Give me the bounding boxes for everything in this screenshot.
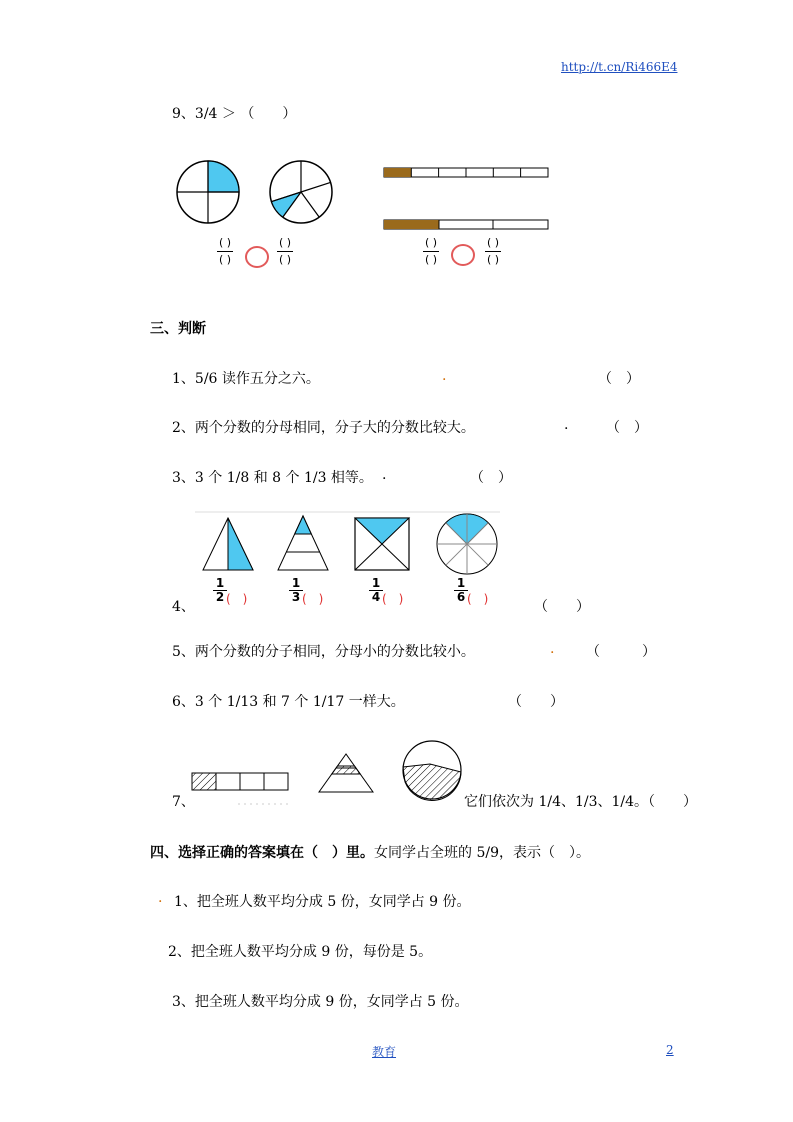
judge-answer-4[interactable]: （ ） [534, 599, 590, 615]
q4-fraction-3: 1 4 [369, 577, 383, 604]
mark-dot: . [382, 467, 387, 483]
mark-dot: . [550, 641, 555, 657]
red-blank[interactable]: ( ) [302, 592, 324, 606]
q4-fraction-4: 1 6 [454, 577, 468, 604]
choice-option-3[interactable]: 3、把全班人数平均分成 9 份，女同学占 5 份。 [172, 994, 469, 1010]
judge-item-3: 3、3 个 1/8 和 8 个 1/3 相等。 [172, 470, 373, 486]
section4-title: 四、选择正确的答案填在（ ）里。 [150, 845, 374, 861]
judge-answer-5[interactable]: （ ） [586, 644, 656, 660]
square-quarters-figure [355, 518, 409, 570]
red-blank[interactable]: ( ) [467, 592, 489, 606]
blank-fraction[interactable]: ( ) ( ) [424, 236, 438, 266]
circle-fifths-figure [270, 161, 332, 223]
section3-title: 三、判断 [150, 321, 206, 337]
blank-fraction[interactable]: ( ) ( ) [278, 236, 292, 266]
judge-item-7: 7、 [172, 794, 195, 810]
triangle-band-figure [319, 754, 373, 792]
section4-prompt: 女同学占全班的 5/9，表示（ ）。 [374, 845, 590, 861]
compare-circle[interactable] [451, 244, 475, 266]
compare-circle[interactable] [245, 246, 269, 268]
q4-figures [195, 510, 505, 576]
judge-answer-3[interactable]: （ ） [470, 470, 512, 486]
circle-sector-figure [403, 741, 461, 800]
mark-dot: . [158, 890, 163, 906]
header-url[interactable]: http://t.cn/Ri466E4 [561, 60, 678, 74]
circle-eighths-figure [437, 514, 497, 574]
bar-sixths-figure [384, 168, 548, 177]
judge-answer-1[interactable]: （ ） [598, 371, 640, 387]
page-number: 2 [666, 1043, 674, 1057]
blank-fraction[interactable]: ( ) ( ) [218, 236, 232, 266]
judge-item-6: 6、3 个 1/13 和 7 个 1/17 一样大。 [172, 694, 405, 710]
triangle-thirds-figure [278, 516, 328, 570]
section4-heading [150, 842, 590, 862]
q7-figures [188, 738, 468, 808]
mark-dot: . [442, 368, 447, 384]
bar-thirds-figure [384, 220, 548, 229]
choice-option-2[interactable]: 2、把全班人数平均分成 9 份，每份是 5。 [168, 944, 433, 960]
q4-fraction-2: 1 3 [289, 577, 303, 604]
mark-dot: . [564, 417, 569, 433]
q4-fraction-1: 1 2 [213, 577, 227, 604]
judge-answer-2[interactable]: （ ） [606, 420, 648, 436]
choice-option-1[interactable]: 1、把全班人数平均分成 5 份，女同学占 9 份。 [174, 894, 471, 910]
judge-answer-6[interactable]: （ ） [508, 694, 564, 710]
q9-text: 9、3/4 ＞ （ ） [172, 106, 297, 122]
blank-fraction[interactable]: ( ) ( ) [486, 236, 500, 266]
judge-item-2: 2、两个分数的分母相同，分子大的分数比较大。 [172, 420, 475, 436]
footer-label[interactable]: 教育 [372, 1045, 397, 1059]
judge-item-4: 4、 [172, 599, 195, 615]
triangle-half-figure [203, 518, 253, 570]
judge-item-1: 1、5/6 读作五分之六。 [172, 371, 320, 387]
red-blank[interactable]: ( ) [226, 592, 248, 606]
red-blank[interactable]: ( ) [382, 592, 404, 606]
circle-quarters-figure [177, 161, 239, 223]
judge-item-5: 5、两个分数的分子相同，分母小的分数比较小。 [172, 644, 475, 660]
rect-quarters-figure [192, 773, 288, 790]
judge-item-7-tail: 它们依次为 1/4、1/3、1/4。（ ） [464, 794, 698, 810]
